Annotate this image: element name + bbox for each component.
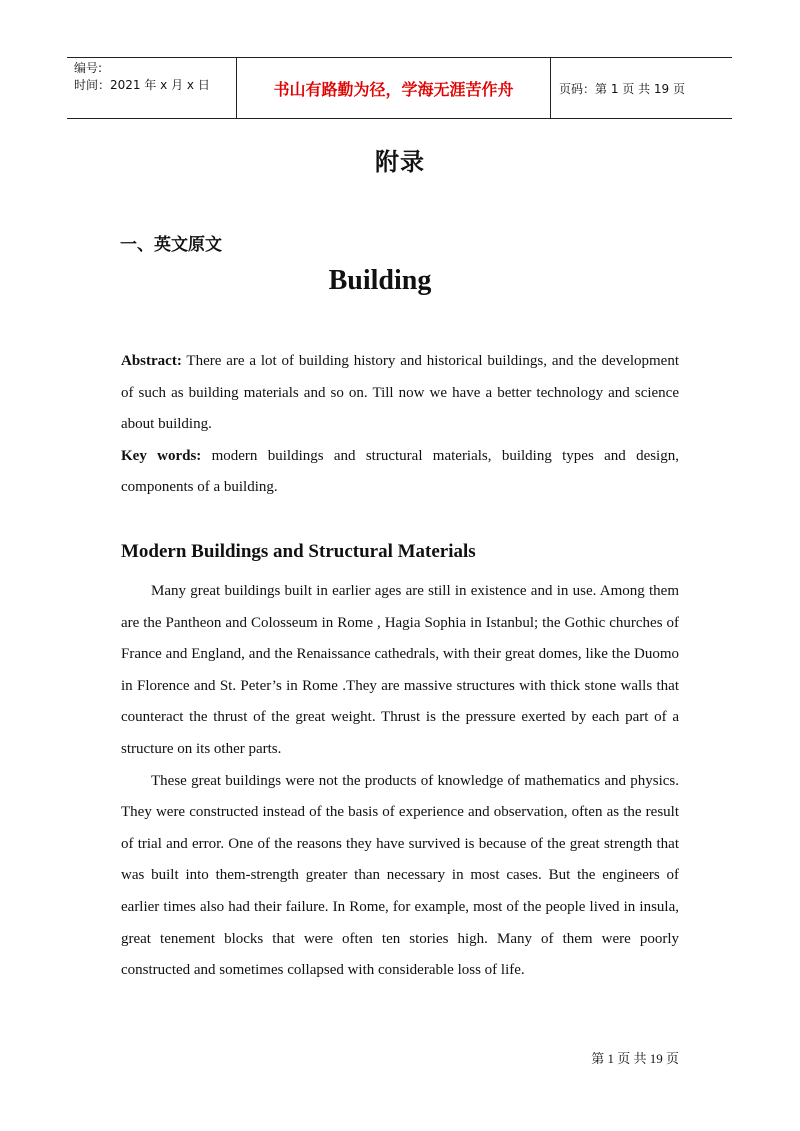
abstract-text: There are a lot of building history and historical buildings, and the development of such as building materials and so on. Till now we have a better technology and science about building. <box>121 353 679 432</box>
page-footer: 第 1 页 共 19 页 <box>591 1051 679 1066</box>
body-text <box>121 576 679 987</box>
document-number-label: 编号: <box>74 61 103 75</box>
page-header <box>67 57 732 119</box>
abstract-label: Abstract: <box>121 353 182 369</box>
section-heading-chinese: 一、英文原文 <box>120 235 222 255</box>
abstract-paragraph <box>121 346 679 441</box>
document-time-label: 时间：2021 年 x 月 x 日 <box>74 78 210 92</box>
body-paragraph: These great buildings were not the products of knowledge of mathematics and physics. They were constructed instead of the basis of experience and observation, often as the result of trial and error. One of the reasons they have survived is because of the great strength that was built into them-strength greater than necessary in most cases. But the engineers of earlier times also had their failure. In Rome, for example, most of the people lived in insula, great tenement blocks that were often ten stories high. Many of them were poorly constructed and sometimes collapsed with considerable loss of life. <box>121 772 679 979</box>
keywords-text: modern buildings and structural materials, building types and design, components of a building. <box>121 447 679 495</box>
document-title: Building <box>328 265 432 296</box>
keywords-paragraph <box>121 441 679 504</box>
header-meta-cell <box>67 58 237 118</box>
section-heading: Modern Buildings and Structural Materials <box>121 541 476 562</box>
appendix-title: 附录 <box>375 148 425 176</box>
keywords-label: Key words: <box>121 447 202 464</box>
header-motto: 书山有路勤为径，学海无涯苦作舟 <box>237 58 551 118</box>
abstract-block <box>121 346 679 504</box>
header-page-info: 页码：第 1 页 共 19 页 <box>559 81 685 96</box>
body-paragraph: Many great buildings built in earlier ages are still in existence and in use. Among them are the Pantheon and Colosseum in Rome , Hagia Sophia in Istanbul; the Gothic churches of France and England, and the Renaissance cathedrals, with their great domes, like the Duomo in Florence and St. Peter’s in Rome .They are massive structures with thick stone walls that counteract the thrust of the great weight. Thrust is the pressure exerted by each part of a structure on its other parts. <box>121 583 679 757</box>
